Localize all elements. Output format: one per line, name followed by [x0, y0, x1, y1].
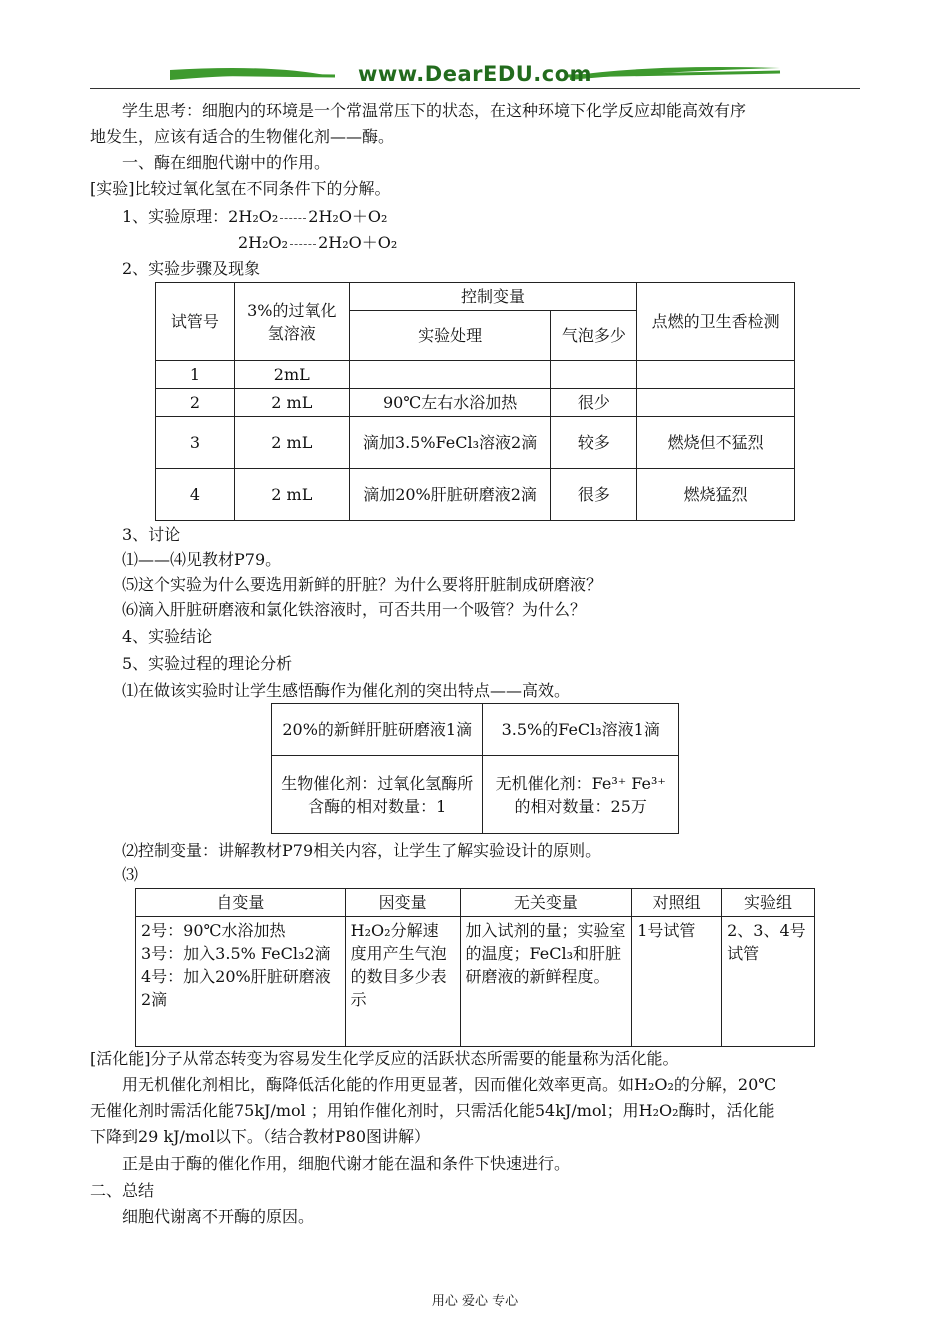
iv-item: 3号：加入3.5% FeCl₃2滴: [141, 944, 331, 963]
summary-text: 细胞代谢离不开酶的原因。: [122, 1207, 315, 1226]
cell-h2o2: 2mL: [234, 361, 349, 389]
cell-experimental-group: 2、3、4号试管: [722, 917, 815, 1047]
cell-tube: 3: [156, 417, 235, 469]
cell-bubbles: 较多: [551, 417, 637, 469]
section-1-title: 一、酶在细胞代谢中的作用。: [122, 153, 331, 172]
intro-line-1: 学生思考：细胞内的环境是一个常温常压下的状态，在这种环境下化学反应却能高效有序: [122, 101, 747, 120]
activation-p3: 下降到29 kJ/mol以下。（结合教材P80图讲解）: [90, 1127, 430, 1146]
activation-p2: 无催化剂时需活化能75kJ/mol ；用铂作催化剂时，只需活化能54kJ/mol；用H₂O₂酶时，活化能: [90, 1101, 775, 1120]
cell-independent: [136, 917, 346, 1047]
catalyst-arrow-icon: [290, 244, 316, 245]
principle-label: 1、实验原理：2H₂O₂: [122, 207, 279, 226]
cell-fecl3-info: 无机催化剂：Fe³⁺ Fe³⁺的相对数量：25万: [483, 756, 679, 834]
cell-enzyme-info: 生物催化剂：过氧化氢酶所含酶的相对数量：1: [272, 756, 483, 834]
activation-p4: 正是由于酶的催化作用，细胞代谢才能在温和条件下快速进行。: [122, 1154, 571, 1173]
header-control-group: 对照组: [632, 889, 722, 917]
cell-treatment: 滴加20%肝脏研磨液2滴: [349, 469, 551, 521]
header-rule: [90, 88, 860, 89]
analysis-a1: ⑴在做该实验时让学生感悟酶作为催化剂的突出特点——高效。: [122, 681, 571, 700]
header-bubbles: 气泡多少: [551, 311, 637, 361]
discussion-title: 3、讨论: [122, 525, 181, 544]
experiment-title: [实验]比较过氧化氢在不同条件下的分解。: [90, 179, 391, 198]
principle-line-1: [122, 206, 387, 228]
principle-line-2: [238, 232, 397, 254]
discussion-q6: ⑹滴入肝脏研磨液和氯化铁溶液时，可否共用一个吸管？为什么？: [122, 600, 587, 619]
iv-item: 2号：90℃水浴加热: [141, 921, 286, 940]
header-treatment: 实验处理: [349, 311, 551, 361]
header-banner: [90, 58, 860, 92]
cell-treatment: [349, 361, 551, 389]
principle-tail: 2H₂O＋O₂: [308, 207, 388, 226]
cell-treatment: 90℃左右水浴加热: [349, 389, 551, 417]
cell-incense: 燃烧猛烈: [637, 469, 795, 521]
cell-incense: [637, 389, 795, 417]
site-logo-text[interactable]: www.DearEDU.com: [357, 62, 593, 86]
header-control: 控制变量: [349, 283, 637, 311]
cell-incense: [637, 361, 795, 389]
cell-fecl3-sample: 3.5%的FeCl₃溶液1滴: [483, 704, 679, 756]
analysis-title: 5、实验过程的理论分析: [122, 654, 293, 673]
cell-enzyme-sample: 20%的新鲜肝脏研磨液1滴: [272, 704, 483, 756]
catalyst-compare-table: [271, 703, 679, 834]
header-independent: 自变量: [136, 889, 346, 917]
conclusion-title: 4、实验结论: [122, 627, 213, 646]
activation-definition: [活化能]分子从常态转变为容易发生化学反应的活跃状态所需要的能量称为活化能。: [90, 1049, 679, 1068]
header-h2o2: 3%的过氧化氢溶液: [234, 283, 349, 361]
intro-line-2: 地发生，应该有适合的生物催化剂——酶。: [90, 127, 395, 146]
cell-incense: 燃烧但不猛烈: [637, 417, 795, 469]
principle-line2-tail: 2H₂O＋O₂: [318, 233, 398, 252]
heat-arrow-icon: [280, 218, 306, 219]
activation-p1: 用无机催化剂相比，酶降低活化能的作用更显著，因而催化效率更高。如H₂O₂的分解，20℃: [122, 1075, 777, 1094]
iv-item: 4号：加入20%肝脏研磨液2滴: [141, 967, 331, 1009]
analysis-a3: ⑶: [122, 865, 139, 884]
analysis-a2: ⑵控制变量：讲解教材P79相关内容，让学生了解实验设计的原则。: [122, 841, 602, 860]
table-row: [156, 469, 795, 521]
header-irrelevant: 无关变量: [460, 889, 632, 917]
table-row: [156, 417, 795, 469]
variables-table: [135, 888, 815, 1047]
header-dependent: 因变量: [345, 889, 460, 917]
cell-bubbles: 很多: [551, 469, 637, 521]
header-experimental-group: 实验组: [722, 889, 815, 917]
summary-title: 二、总结: [90, 1181, 155, 1200]
page-footer: 用心 爱心 专心: [431, 1294, 519, 1309]
steps-title: 2、实验步骤及现象: [122, 259, 261, 278]
cell-h2o2: 2 mL: [234, 389, 349, 417]
cell-control-group: 1号试管: [632, 917, 722, 1047]
cell-dependent: H₂O₂分解速度用产生气泡的数目多少表示: [345, 917, 460, 1047]
header-tube: 试管号: [156, 283, 235, 361]
table-row: [156, 389, 795, 417]
discussion-q5: ⑸这个实验为什么要选用新鲜的肝脏？为什么要将肝脏制成研磨液？: [122, 575, 603, 594]
cell-bubbles: 很少: [551, 389, 637, 417]
cell-h2o2: 2 mL: [234, 469, 349, 521]
header-incense: 点燃的卫生香检测: [637, 283, 795, 361]
table-row: [156, 361, 795, 389]
cell-tube: 1: [156, 361, 235, 389]
cell-tube: 4: [156, 469, 235, 521]
cell-h2o2: 2 mL: [234, 417, 349, 469]
experiment-table: [155, 282, 795, 521]
cell-irrelevant: 加入试剂的量；实验室的温度；FeCl₃和肝脏研磨液的新鲜程度。: [460, 917, 632, 1047]
principle-line2-head: 2H₂O₂: [238, 233, 289, 252]
cell-tube: 2: [156, 389, 235, 417]
cell-treatment: 滴加3.5%FeCl₃溶液2滴: [349, 417, 551, 469]
discussion-q1: ⑴——⑷见教材P79。: [122, 550, 282, 569]
cell-bubbles: [551, 361, 637, 389]
